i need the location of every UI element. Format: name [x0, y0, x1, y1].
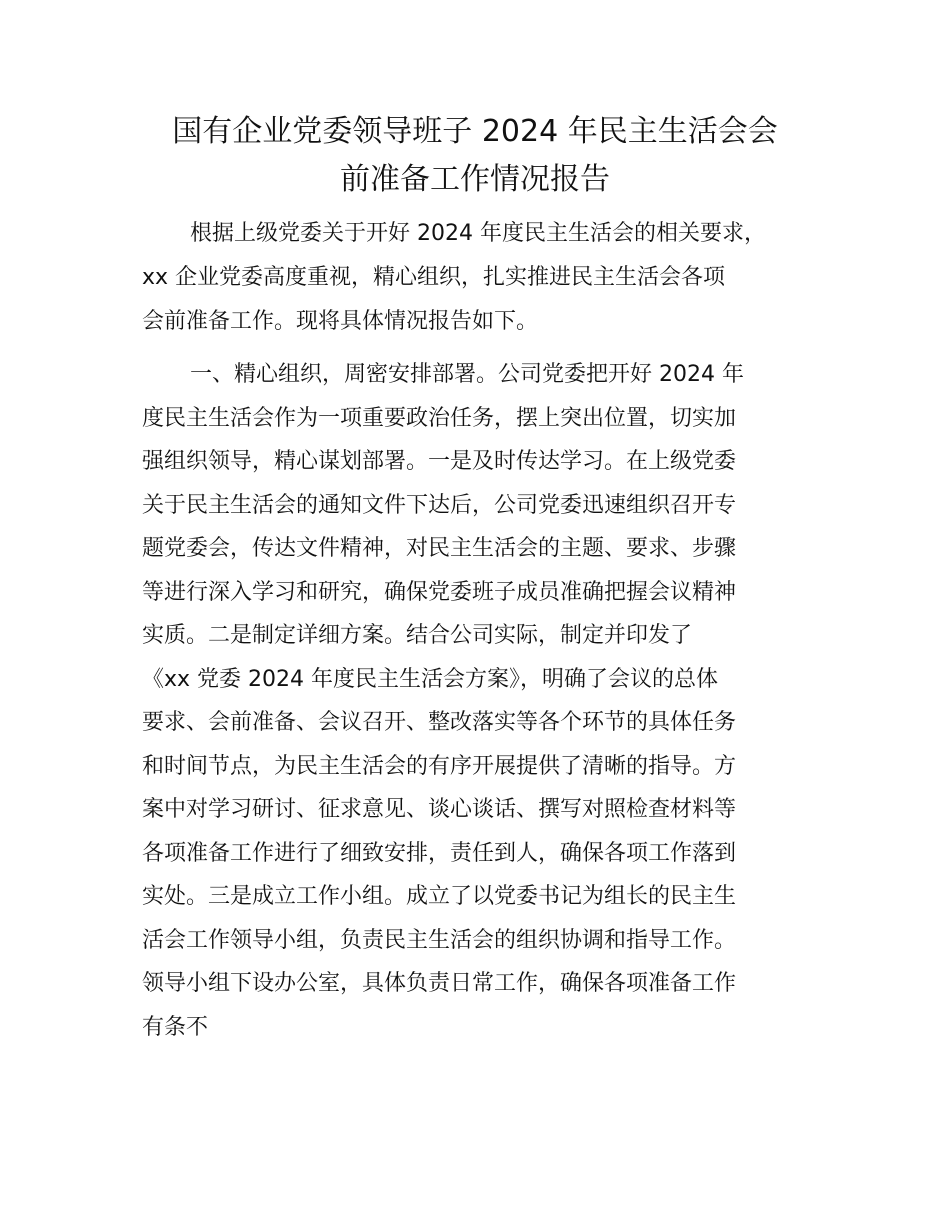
paragraph-line: 等进行深入学习和研究，确保党委班子成员准确把握会议精神: [142, 580, 737, 605]
paragraph-line: 根据上级党委关于开好 2024 年度民主生活会的相关要求，: [190, 221, 766, 246]
document-title-line-2: 前准备工作情况报告: [340, 162, 610, 197]
document-title-line-1: 国有企业党委领导班子 2024 年民主生活会会: [172, 114, 778, 149]
paragraph-line: 要求、会前准备、会议召开、整改落实等各个环节的具体任务: [142, 710, 737, 735]
paragraph-line: 和时间节点，为民主生活会的有序开展提供了清晰的指导。方: [142, 754, 737, 779]
paragraph-line: 题党委会，传达文件精神，对民主生活会的主题、要求、步骤: [142, 536, 737, 561]
paragraph-line: 有条不: [142, 1015, 209, 1040]
paragraph-line: 领导小组下设办公室，具体负责日常工作，确保各项准备工作: [142, 971, 737, 996]
paragraph-line: 关于民主生活会的通知文件下达后，公司党委迅速组织召开专: [142, 493, 737, 518]
paragraph-line: 各项准备工作进行了细致安排，责任到人，确保各项工作落到: [142, 841, 737, 866]
paragraph-line: 案中对学习研讨、征求意见、谈心谈话、撰写对照检查材料等: [142, 797, 737, 822]
paragraph-line: 实处。三是成立工作小组。成立了以党委书记为组长的民主生: [142, 884, 737, 909]
paragraph-line: xx 企业党委高度重视，精心组织，扎实推进民主生活会各项: [142, 265, 726, 290]
paragraph-line: 会前准备工作。现将具体情况报告如下。: [142, 309, 539, 334]
paragraph-line: 一、精心组织，周密安排部署。公司党委把开好 2024 年: [190, 362, 744, 387]
paragraph-line: 《xx 党委 2024 年度民主生活会方案》，明确了会议的总体: [142, 667, 719, 692]
paragraph-line: 实质。二是制定详细方案。结合公司实际，制定并印发了: [142, 623, 693, 648]
paragraph-line: 强组织领导，精心谋划部署。一是及时传达学习。在上级党委: [142, 449, 737, 474]
paragraph-line: 活会工作领导小组，负责民主生活会的组织协调和指导工作。: [142, 928, 737, 953]
paragraph-line: 度民主生活会作为一项重要政治任务，摆上突出位置，切实加: [142, 406, 737, 431]
